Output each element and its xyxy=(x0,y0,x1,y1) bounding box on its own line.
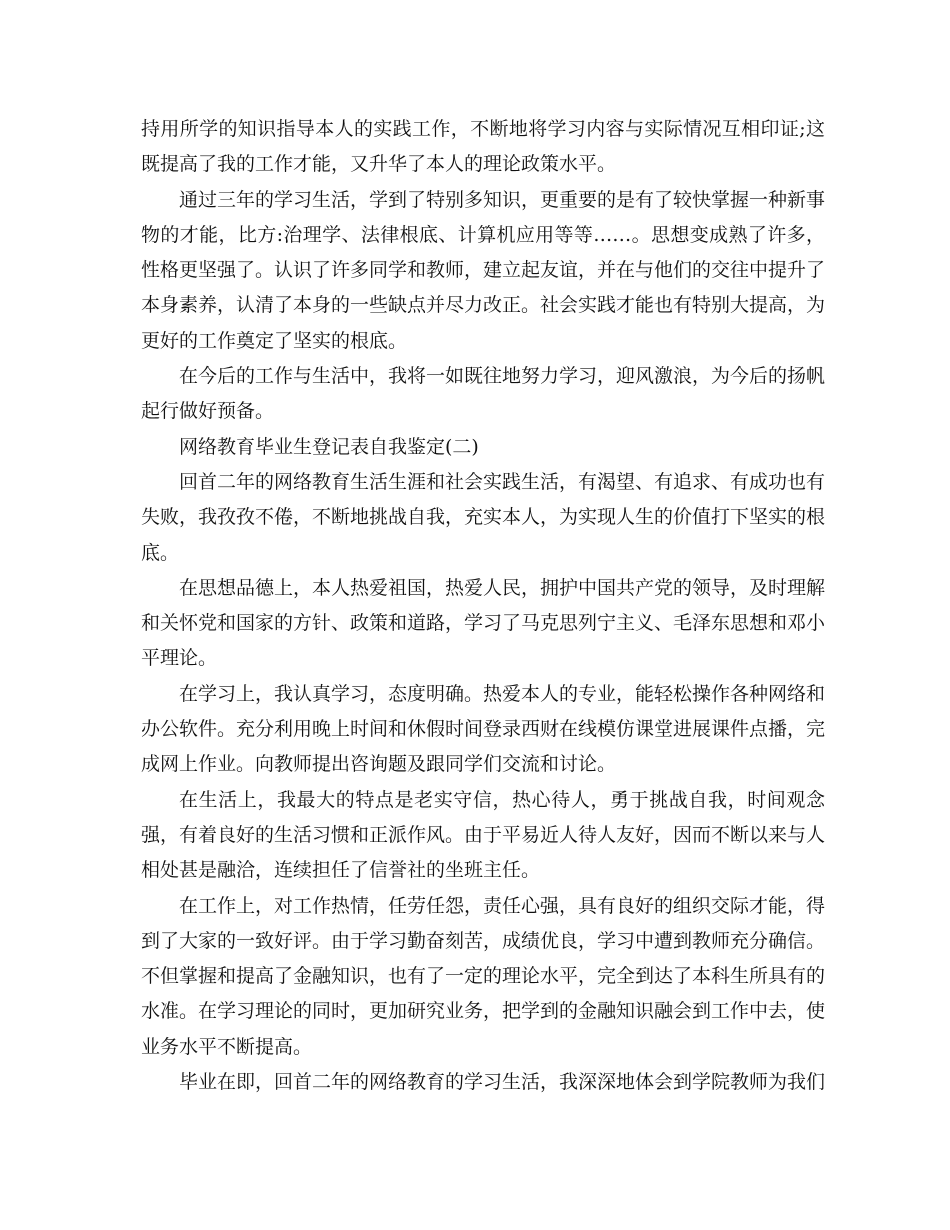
paragraph-continuation: 持用所学的知识指导本人的实践工作，不断地将学习内容与实际情况互相印证;这既提高了我的工作才能，又升华了本人的理论政策水平。 xyxy=(141,118,825,176)
paragraph-work: 在工作上，对工作热情，任劳任怨，责任心强，具有良好的组织交际才能，得到了大家的一致好评。由于学习勤奋刻苦，成绩优良，学习中遭到教师充分确信。不但掌握和提高了金融知识，也有了一定的理论水平，完全到达了本科生所具有的水准。在学习理论的同时，更加研究业务，把学到的金融知识融会到工作中去，使业务水平不断提高。 xyxy=(141,894,826,1058)
paragraph-ideology: 在思想品德上，本人热爱祖国，热爱人民，拥护中国共产党的领导，及时理解和关怀党和国家的方针、政策和道路，学习了马克思列宁主义、毛泽东思想和邓小平理论。 xyxy=(141,576,826,670)
paragraph-future-plans: 在今后的工作与生活中，我将一如既往地努力学习，迎风激浪，为今后的扬帆起行做好预备。 xyxy=(141,365,826,423)
paragraph-life: 在生活上，我最大的特点是老实守信，热心待人，勇于挑战自我，时间观念强，有着良好的生活习惯和正派作风。由于平易近人待人友好，因而不断以来与人相处甚是融洽，连续担任了信誉社的坐班主任。 xyxy=(141,788,826,882)
section-title: 网络教育毕业生登记表自我鉴定(二) xyxy=(179,435,479,458)
document-body xyxy=(141,112,825,1100)
paragraph-learning: 在学习上，我认真学习，态度明确。热爱本人的专业，能轻松操作各种网络和办公软件。充分利用晚上时间和休假时间登录西财在线模仿课堂进展课件点播，完成网上作业。向教师提出咨询题及跟同学们交流和讨论。 xyxy=(141,682,826,776)
paragraph-graduation: 毕业在即，回首二年的网络教育的学习生活，我深深地体会到学院教师为我们 xyxy=(179,1071,826,1094)
paragraph-review: 回首二年的网络教育生活生涯和社会实践生活，有渴望、有追求、有成功也有失败，我孜孜不倦，不断地挑战自我，充实本人，为实现人生的价值打下坚实的根底。 xyxy=(141,470,826,564)
paragraph-study-gains: 通过三年的学习生活，学到了特别多知识，更重要的是有了较快掌握一种新事物的才能，比方:治理学、法律根底、计算机应用等等……。思想变成熟了许多，性格更坚强了。认识了许多同学和教师，建立起友谊，并在与他们的交往中提升了本身素养，认清了本身的一些缺点并尽力改正。社会实践才能也有特别大提高，为更好的工作奠定了坚实的根底。 xyxy=(141,188,826,352)
